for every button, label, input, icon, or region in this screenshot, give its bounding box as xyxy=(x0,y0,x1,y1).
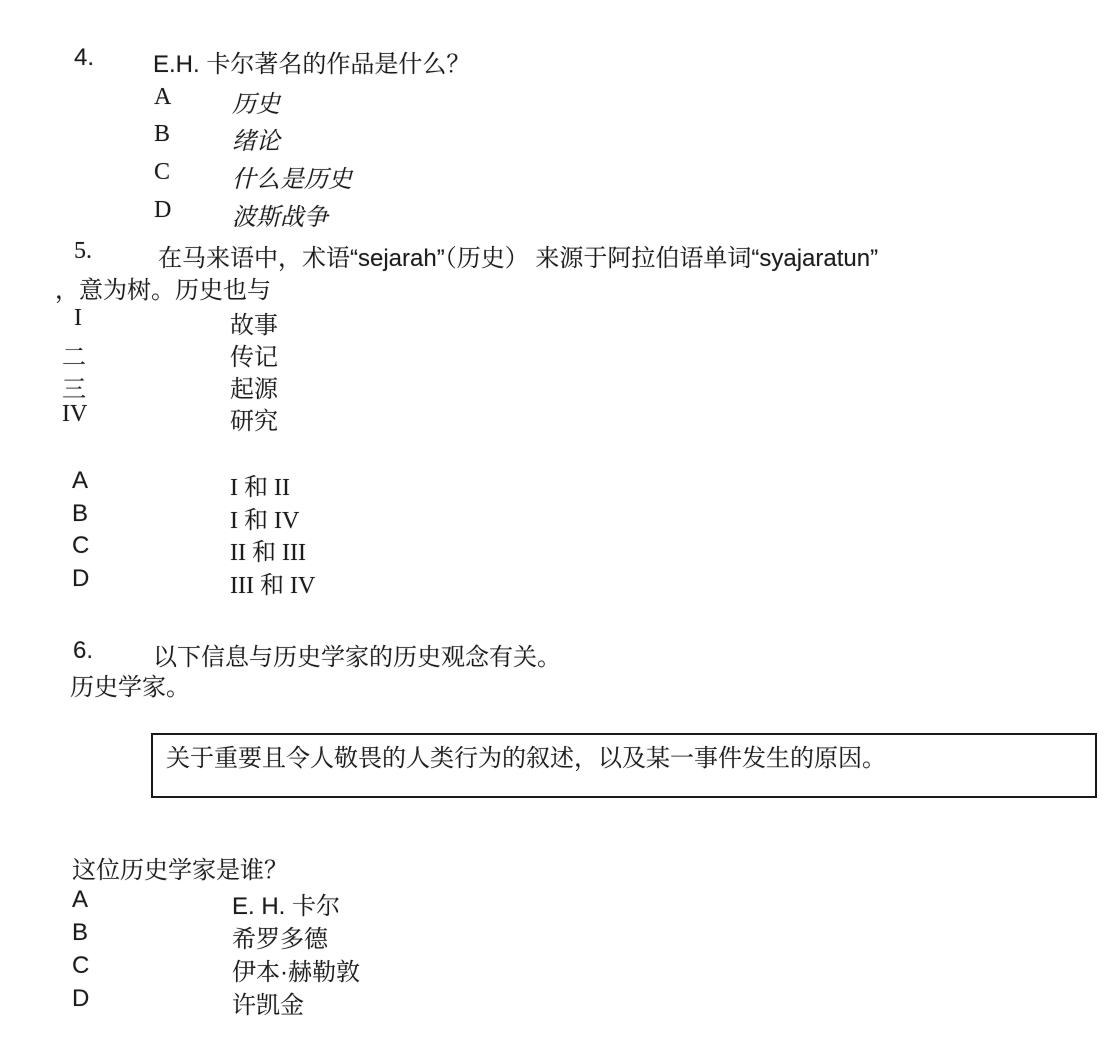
question-6-option-b xyxy=(0,919,1120,953)
statement-text: 传记 xyxy=(230,344,278,371)
option-label: D xyxy=(72,565,90,592)
statement-row-4 xyxy=(0,401,1120,435)
option-label: A xyxy=(72,467,89,494)
question-6-number: 6. xyxy=(73,637,94,664)
question-6-option-a xyxy=(0,886,1120,920)
question-4-number: 4. xyxy=(74,44,95,71)
option-label: C xyxy=(72,952,90,979)
option-label: D xyxy=(154,197,172,223)
statement-box-text: 关于重要且令人敬畏的人类行为的叙述，以及某一事件发生的原因。 xyxy=(166,745,886,772)
question-4-text: E.H. 卡尔著名的作品是什么？ xyxy=(153,51,471,78)
question-6-text-line2: 历史学家。 xyxy=(70,674,190,701)
question-5-number: 5. xyxy=(74,238,92,264)
statement-text: 研究 xyxy=(230,408,278,435)
statement-row-2 xyxy=(0,337,1120,371)
statement-numeral: I xyxy=(74,305,82,331)
option-text: E. H. 卡尔 xyxy=(232,893,341,920)
statement-text: 故事 xyxy=(230,312,278,339)
option-label: A xyxy=(72,886,89,913)
question-5-option-a xyxy=(0,467,1120,501)
option-text: 伊本·赫勒敦 xyxy=(232,959,360,986)
question-6-text-row2 xyxy=(0,667,1120,701)
option-text: I 和 IV xyxy=(230,508,300,534)
question-5-text-line2: ，意为树。历史也与 xyxy=(55,277,271,304)
statement-row-1 xyxy=(0,305,1120,339)
option-label: A xyxy=(154,84,172,110)
option-text: 什么是历史 xyxy=(232,166,352,193)
question-5-title-row xyxy=(0,238,1120,272)
option-text: 许凯金 xyxy=(232,992,304,1019)
question-6-title-row xyxy=(0,637,1120,671)
question-4-option-c xyxy=(0,159,1120,193)
question-5-option-c xyxy=(0,532,1120,566)
statement-numeral: IV xyxy=(62,401,88,427)
question-4-option-b xyxy=(0,121,1120,155)
option-label: D xyxy=(72,985,90,1012)
statement-box xyxy=(151,733,1097,798)
option-text: I 和 II xyxy=(230,475,290,501)
option-text: III 和 IV xyxy=(230,573,316,599)
statement-numeral: 三 xyxy=(62,377,86,403)
question-6-text-line1: 以下信息与历史学家的历史观念有关。 xyxy=(153,644,561,671)
question-6-followup: 这位历史学家是谁？ xyxy=(72,857,288,884)
option-text: 波斯战争 xyxy=(232,204,328,231)
question-6-followup-row xyxy=(0,850,1120,884)
question-6-option-d xyxy=(0,985,1120,1019)
option-label: B xyxy=(154,121,171,147)
option-text: 绪论 xyxy=(232,128,280,155)
option-text: 历史 xyxy=(232,91,280,118)
option-label: C xyxy=(154,159,171,185)
option-label: B xyxy=(72,500,89,527)
statement-text: 起源 xyxy=(230,376,278,403)
question-6-option-c xyxy=(0,952,1120,986)
option-label: C xyxy=(72,532,90,559)
option-text: 希罗多德 xyxy=(232,926,328,953)
option-label: B xyxy=(72,919,89,946)
question-4-title-row xyxy=(0,44,1120,78)
statement-row-3 xyxy=(0,369,1120,403)
question-5-option-b xyxy=(0,500,1120,534)
question-5-option-d xyxy=(0,565,1120,599)
question-5-text-line1: 在马来语中，术语“sejarah”（历史） 来源于阿拉伯语单词“syajaratun” xyxy=(158,245,879,272)
question-4-option-d xyxy=(0,197,1120,231)
question-5-text-row2 xyxy=(0,270,1120,304)
option-text: II 和 III xyxy=(230,540,306,566)
question-4-option-a xyxy=(0,84,1120,118)
statement-numeral: 二 xyxy=(62,345,86,371)
